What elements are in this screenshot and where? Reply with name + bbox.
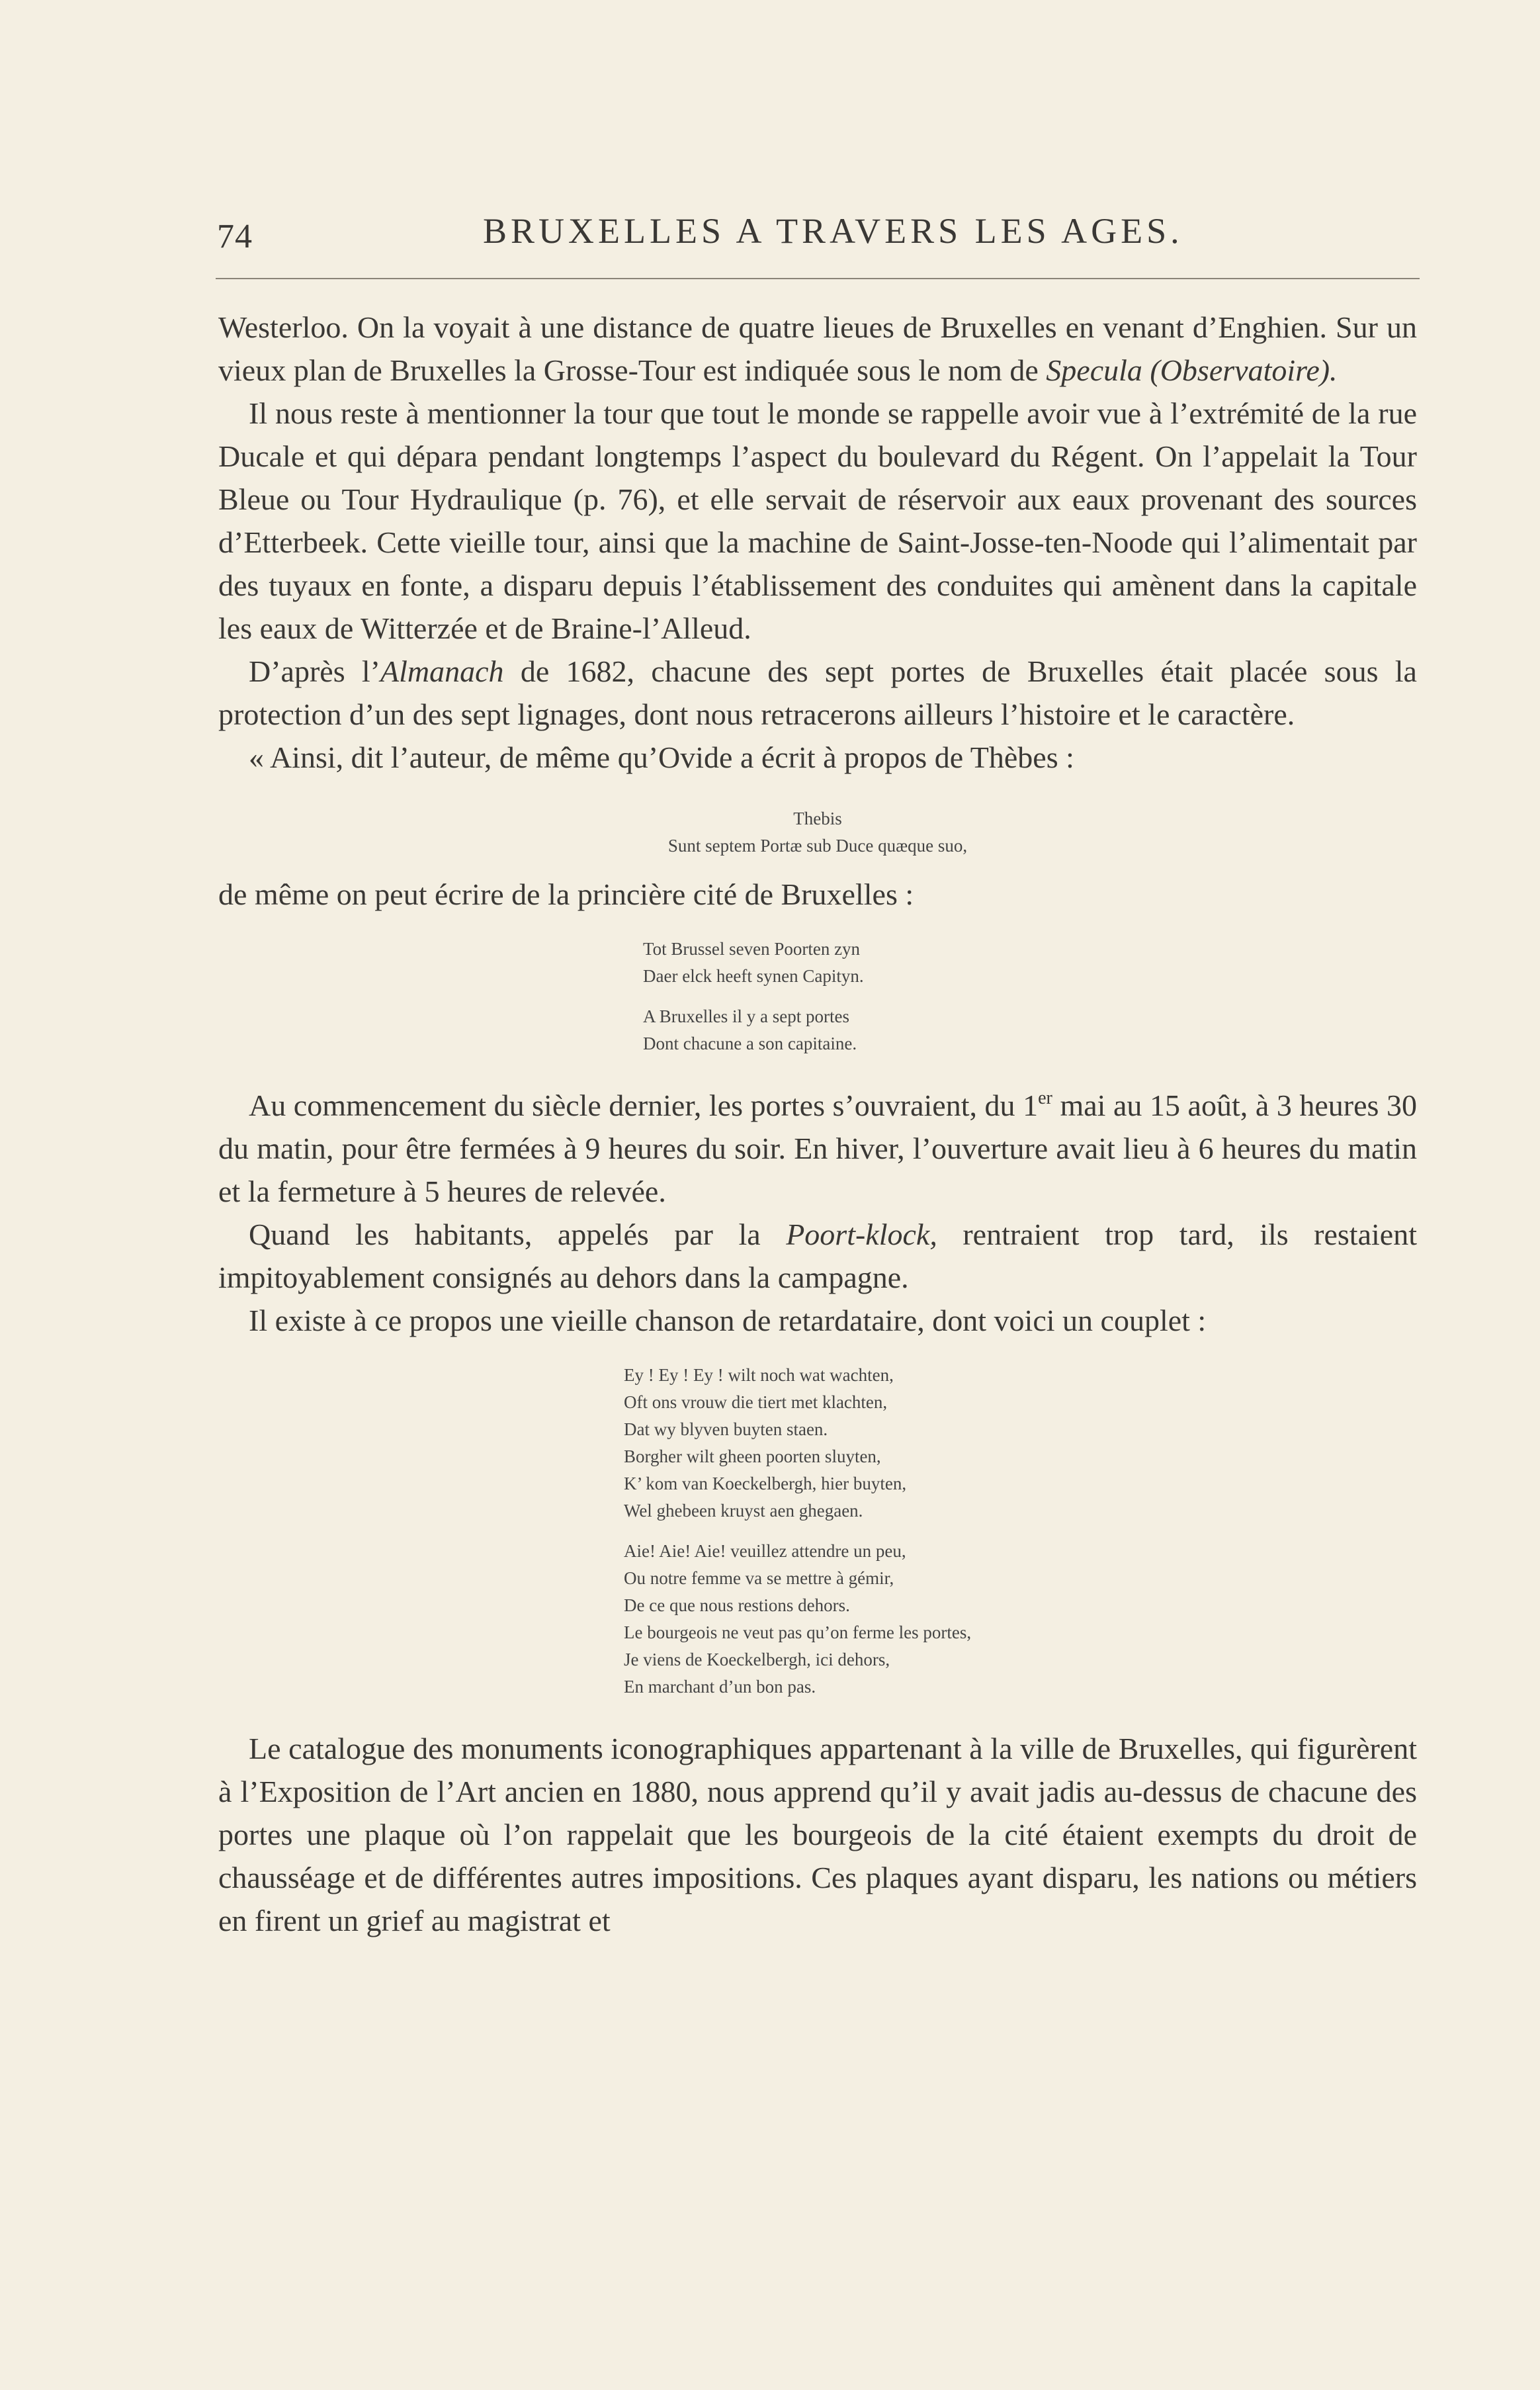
song-line: De ce que nous restions dehors. bbox=[624, 1595, 850, 1615]
song-french bbox=[218, 1538, 1417, 1701]
song-line: Le bourgeois ne veut pas qu’on ferme les portes, bbox=[624, 1622, 972, 1642]
song-line: Je viens de Koeckelbergh, ici dehors, bbox=[624, 1650, 890, 1669]
song-line: Dat wy blyven buyten staen. bbox=[624, 1419, 828, 1439]
header-rule bbox=[216, 278, 1420, 279]
song-line: Ey ! Ey ! Ey ! wilt noch wat wachten, bbox=[624, 1365, 894, 1385]
paragraph-1: Westerloo. On la voyait à une distance de quatre lieues de Bruxelles en venant d’Enghien. Sur un vieux plan de Bruxelles la Grosse-Tour est indiquée sous le nom de Specula (Observatoire). bbox=[218, 310, 1417, 387]
body-text bbox=[218, 306, 1417, 1942]
page-header bbox=[213, 210, 1417, 257]
paragraph-2: Il nous reste à mentionner la tour que tout le monde se rappelle avoir vue à l’extrémité de la rue Ducale et qui dépara pendant longtemps l’aspect du boulevard du Régent. On l’appelait la Tour Bleue ou Tour Hydraulique (p. 76), et elle servait de réservoir aux eaux provenant des sources d’Etterbeek. Cette vieille tour, ainsi que la machine de Saint-Josse-ten-Noode qui l’alimentait par des tuyaux en fonte, a disparu depuis l’établissement des conduites qui amènent dans la capitale les eaux de Witterzée et de Braine-l’Alleud. bbox=[218, 396, 1417, 645]
song-line: Wel ghebeen kruyst aen ghegaen. bbox=[624, 1501, 863, 1521]
paragraph-3: D’après l’Almanach de 1682, chacune des sept portes de Bruxelles était placée sous la protection d’un des sept lignages, dont nous retracerons ailleurs l’histoire et le caractère. bbox=[218, 654, 1417, 731]
quote-line: Daer elck heeft synen Capityn. bbox=[643, 966, 864, 986]
song-line: Oft ons vrouw die tiert met klachten, bbox=[624, 1392, 888, 1412]
song-flemish bbox=[218, 1362, 1417, 1525]
song-line: K’ kom van Koeckelbergh, hier buyten, bbox=[624, 1474, 907, 1493]
paragraph-9: Le catalogue des monuments iconographiques appartenant à la ville de Bruxelles, qui figurèrent à l’Exposition de l’Art ancien en 1880, nous apprend qu’il y avait jadis au-dessus de chacune des portes une plaque où l’on rappelait que les bourgeois de la cité étaient exempts du droit de chausséage et de différentes autres impositions. Ces plaques ayant disparu, les nations ou métiers en firent un grief au magistrat et bbox=[218, 1732, 1417, 1937]
paragraph-8: Il existe à ce propos une vieille chanson de retardataire, dont voici un couplet : bbox=[249, 1304, 1207, 1337]
quote-line: A Bruxelles il y a sept portes bbox=[643, 1006, 849, 1026]
quote-line: Sunt septem Portæ sub Duce quæque suo, bbox=[667, 836, 968, 856]
paragraph-5: de même on peut écrire de la princière cité de Bruxelles : bbox=[218, 877, 914, 911]
song-line: En marchant d’un bon pas. bbox=[624, 1677, 816, 1697]
quote-line: Dont chacune a son capitaine. bbox=[643, 1034, 857, 1053]
quote-line: Tot Brussel seven Poorten zyn bbox=[643, 939, 861, 959]
paragraph-4: « Ainsi, dit l’auteur, de même qu’Ovide a écrit à propos de Thèbes : bbox=[249, 740, 1074, 774]
song-line: Aie! Aie! Aie! veuillez attendre un peu, bbox=[624, 1541, 906, 1561]
paragraph-7: Quand les habitants, appelés par la Poort-klock, rentraient trop tard, ils restaient impitoyablement consignés au dehors dans la campagne. bbox=[218, 1217, 1417, 1294]
paragraph-6: Au commencement du siècle dernier, les portes s’ouvraient, du 1er mai au 15 août, à 3 heures 30 du matin, pour être fermées à 9 heures du soir. En hiver, l’ouverture avait lieu à 6 heures du matin et la fermeture à 5 heures de relevée. bbox=[218, 1088, 1418, 1208]
flemish-quote bbox=[218, 936, 1417, 990]
running-title: BRUXELLES A TRAVERS LES AGES. bbox=[483, 211, 1183, 251]
song-line: Borgher wilt gheen poorten sluyten, bbox=[624, 1446, 881, 1466]
song-line: Ou notre femme va se mettre à gémir, bbox=[624, 1568, 894, 1588]
french-quote bbox=[218, 1003, 1417, 1057]
page-number: 74 bbox=[217, 218, 253, 255]
quote-line: Thebis bbox=[793, 809, 842, 828]
latin-quote bbox=[218, 805, 1417, 860]
